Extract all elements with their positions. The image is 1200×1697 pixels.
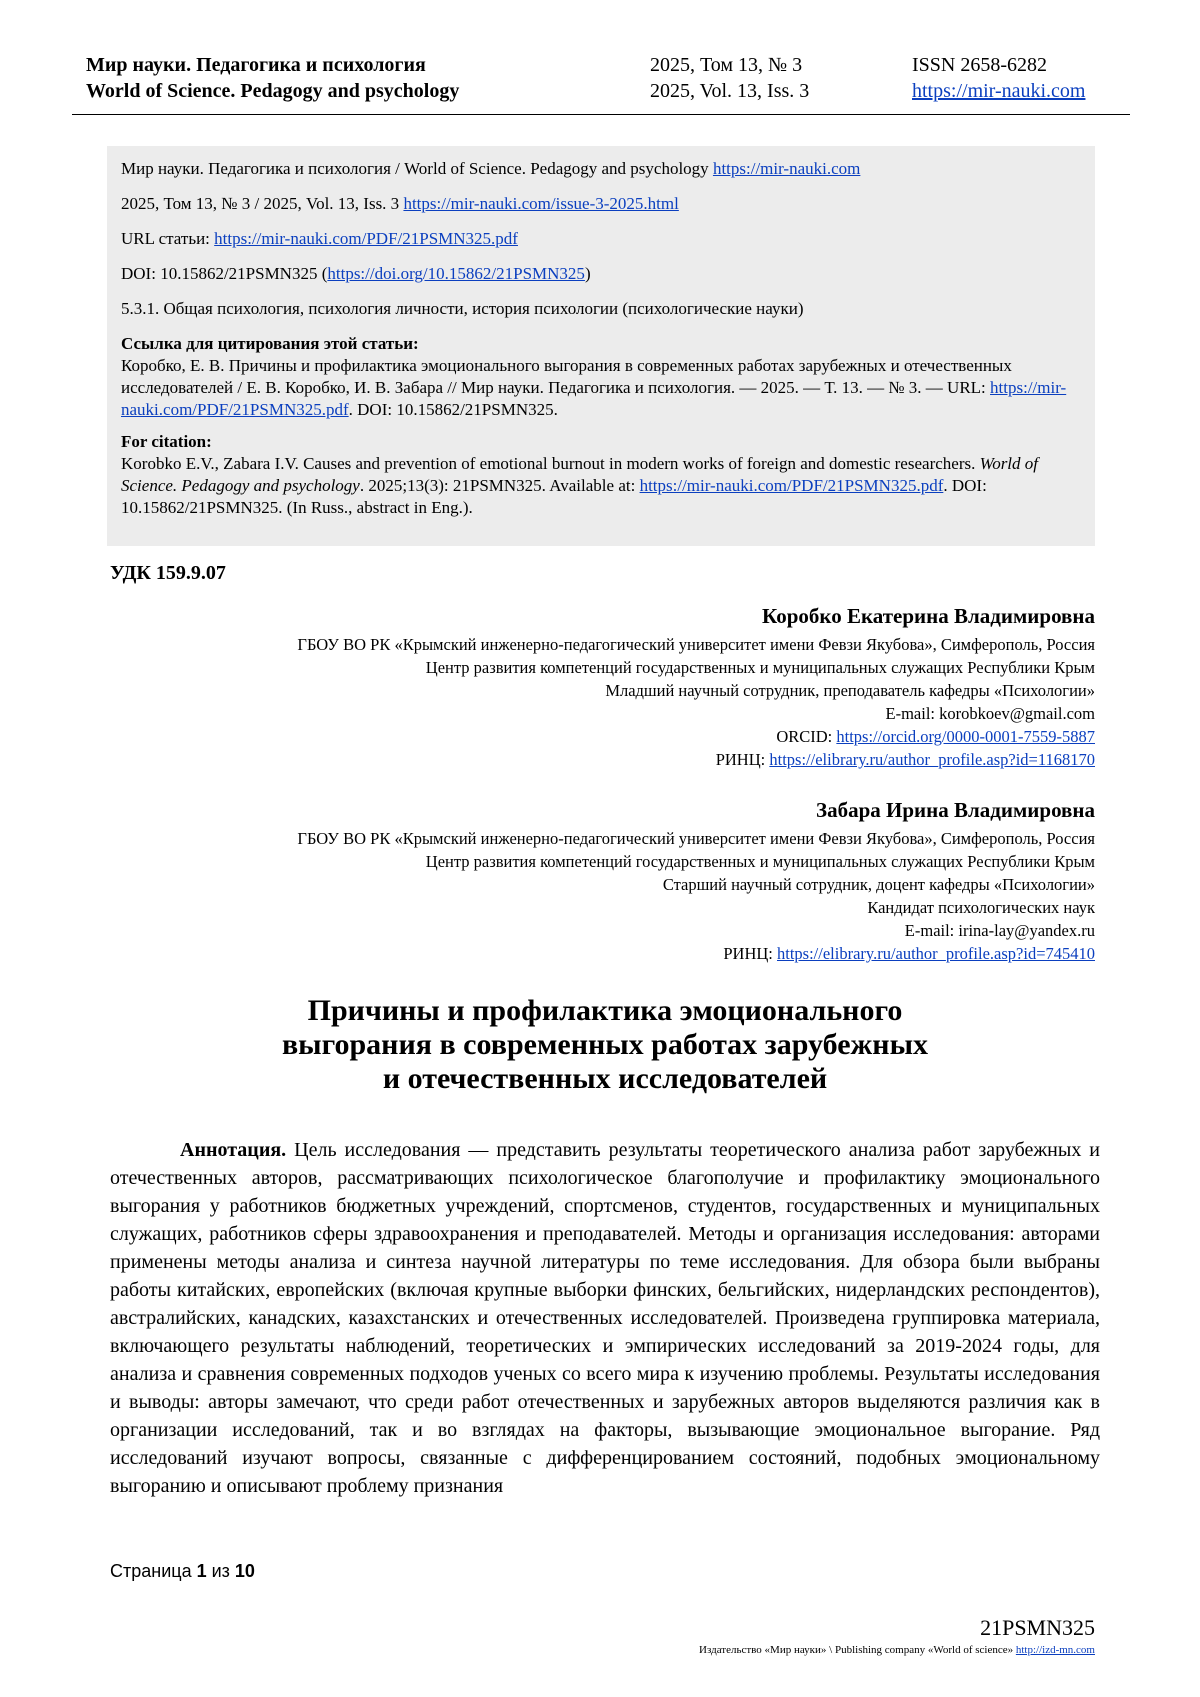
author-1-affiliation-1: ГБОУ ВО РК «Крымский инженерно-педагогический университет имени Февзи Якубова», Симферополь, Россия <box>297 635 1095 654</box>
page-number: Страница 1 из 10 <box>110 1561 255 1581</box>
title-line-1: Причины и профилактика эмоционального <box>307 994 903 1027</box>
box-doi-link[interactable]: https://doi.org/10.15862/21PSMN325 <box>327 264 585 283</box>
abstract-text: Цель исследования — представить результаты теоретического анализа работ зарубежных и отечественных авторов, рассматривающих психологическое благополучие и профилактику эмоционального выгорания у работников бюджетных учреждений, спортсменов, студентов, государственных и муниципальных служащих, работников сферы здравоохранения и преподавателей. Методы и организация исследования: авторами применены методы анализа и синтеза научной литературы по теме исследования. Для обзора были выбраны работы китайских, европейских (включая крупные выборки финских, бельгийских, нидерландских респондентов), австралийских, канадских, казахстанских и отечественных исследователей. Произведена группировка материала, включающего результаты наблюдений, теоретических и эмпирических исследований за 2019-2024 годы, для анализа и сравнения современных подходов ученых со всего мира к изучению проблемы. Результаты исследования и выводы: авторы замечают, что среди работ отечественных и зарубежных авторов выделяются различия как в организации исследований, так и во взглядах на факторы, вызывающие эмоциональное выгорание. Ряд исследований изучают вопросы, связанные с дифференцированием состояний, подобных эмоциональному выгоранию и описывают проблему признания <box>110 1139 1100 1497</box>
author-1 <box>297 601 1095 771</box>
citation-en-journal: World of Science. Pedagogy and psychology <box>121 454 1039 495</box>
journal-name-en: World of Science. Pedagogy and psychology <box>86 80 460 102</box>
author-2-degree: Кандидат психологических наук <box>867 898 1095 917</box>
author-2-rinc-link[interactable]: https://elibrary.ru/author_profile.asp?id=745410 <box>777 944 1095 963</box>
box-line-url: URL статьи: https://mir-nauki.com/PDF/21PSMN325.pdf <box>121 229 518 248</box>
author-1-position: Младший научный сотрудник, преподаватель кафедры «Психологии» <box>605 681 1095 700</box>
box-journal-link[interactable]: https://mir-nauki.com <box>712 159 861 178</box>
title-line-2: выгорания в современных работах зарубежных <box>281 1028 929 1061</box>
abstract <box>110 1136 1100 1500</box>
author-2-position: Старший научный сотрудник, доцент кафедры «Психологии» <box>662 875 1095 894</box>
abstract-label: Аннотация. <box>180 1139 287 1161</box>
citation-ru-title: Ссылка для цитирования этой статьи: <box>121 334 419 353</box>
citation-ru-link[interactable]: https://mir-nauki.com/PDF/21PSMN325.pdf <box>121 378 1067 419</box>
abstract-paragraph <box>110 1136 1100 1500</box>
issue-en: 2025, Vol. 13, Iss. 3 <box>650 80 810 102</box>
author-2-name: Забара Ирина Владимировна <box>816 798 1095 822</box>
author-1-rinc-link[interactable]: https://elibrary.ru/author_profile.asp?id=1168170 <box>769 750 1095 769</box>
article-code: 21PSMN325 <box>980 1615 1095 1640</box>
journal-name-block <box>86 52 459 104</box>
publisher-line: Издательство «Мир науки» \ Publishing company «World of science» http://izd-mn.com <box>699 1644 1095 1656</box>
citation-en: For citation: Korobko E.V., Zabara I.V. Causes and prevention of emotional burnout in modern works of foreign and domestic researchers. World of Science. Pedagogy and psychology. 2025;13(3): 21PSMN325. Available at: https://mir-nauki.com/PDF/21PSMN325.pdf. DOI: 10.15862/21PSMN325. (In Russ., abstract in Eng.). <box>121 431 1081 519</box>
author-2 <box>297 795 1095 965</box>
box-line-journal: Мир науки. Педагогика и психология / World of Science. Pedagogy and psychology https://mir-nauki.com <box>121 159 861 178</box>
author-1-rinc: РИНЦ: https://elibrary.ru/author_profile.asp?id=1168170 <box>715 750 1095 769</box>
author-1-orcid-link[interactable]: https://orcid.org/0000-0001-7559-5887 <box>836 727 1095 746</box>
issue-ru: 2025, Том 13, № 3 <box>650 54 803 76</box>
box-article-link[interactable]: https://mir-nauki.com/PDF/21PSMN325.pdf <box>214 229 518 248</box>
author-2-rinc: РИНЦ: https://elibrary.ru/author_profile.asp?id=745410 <box>723 944 1095 963</box>
box-line-doi: DOI: 10.15862/21PSMN325 (https://doi.org/10.15862/21PSMN325) <box>121 264 591 283</box>
udk-code: УДК 159.9.07 <box>110 562 226 584</box>
journal-header <box>72 52 1130 115</box>
title-line-3: и отечественных исследователей <box>382 1062 828 1095</box>
citation-box <box>107 146 1095 546</box>
journal-name-ru: Мир науки. Педагогика и психология <box>86 54 426 76</box>
publisher-link[interactable]: http://izd-mn.com <box>1015 1644 1095 1656</box>
author-2-affiliation-1: ГБОУ ВО РК «Крымский инженерно-педагогический университет имени Февзи Якубова», Симферополь, Россия <box>297 829 1095 848</box>
box-line-specialty: 5.3.1. Общая психология, психология личности, история психологии (психологические науки) <box>121 299 804 318</box>
author-2-affiliation-2: Центр развития компетенций государственных и муниципальных служащих Республики Крым <box>425 852 1095 871</box>
article-title <box>110 994 1100 1096</box>
author-1-orcid: ORCID: https://orcid.org/0000-0001-7559-5887 <box>776 727 1095 746</box>
journal-site-link[interactable]: https://mir-nauki.com <box>912 80 1086 102</box>
author-1-email: E-mail: korobkoev@gmail.com <box>885 704 1095 723</box>
citation-en-title: For citation: <box>121 432 212 451</box>
box-line-issue: 2025, Том 13, № 3 / 2025, Vol. 13, Iss. 3 https://mir-nauki.com/issue-3-2025.html <box>121 194 679 213</box>
box-issue-link[interactable]: https://mir-nauki.com/issue-3-2025.html <box>403 194 679 213</box>
author-1-name: Коробко Екатерина Владимировна <box>762 604 1095 628</box>
citation-en-link[interactable]: https://mir-nauki.com/PDF/21PSMN325.pdf <box>639 476 944 495</box>
issn-block <box>912 52 1085 104</box>
author-2-email: E-mail: irina-lay@yandex.ru <box>904 921 1095 940</box>
issue-block <box>650 52 809 104</box>
citation-ru: Ссылка для цитирования этой статьи: Коробко, Е. В. Причины и профилактика эмоционального выгорания в современных работах зарубежных и отечественных исследователей / Е. В. Коробко, И. В. Забара // Мир науки. Педагогика и психология. — 2025. — Т. 13. — № 3. — URL: https://mir-nauki.com/PDF/21PSMN325.pdf. DOI: 10.15862/21PSMN325. <box>121 333 1081 421</box>
issn: ISSN 2658-6282 <box>912 54 1048 76</box>
author-1-affiliation-2: Центр развития компетенций государственных и муниципальных служащих Республики Крым <box>425 658 1095 677</box>
